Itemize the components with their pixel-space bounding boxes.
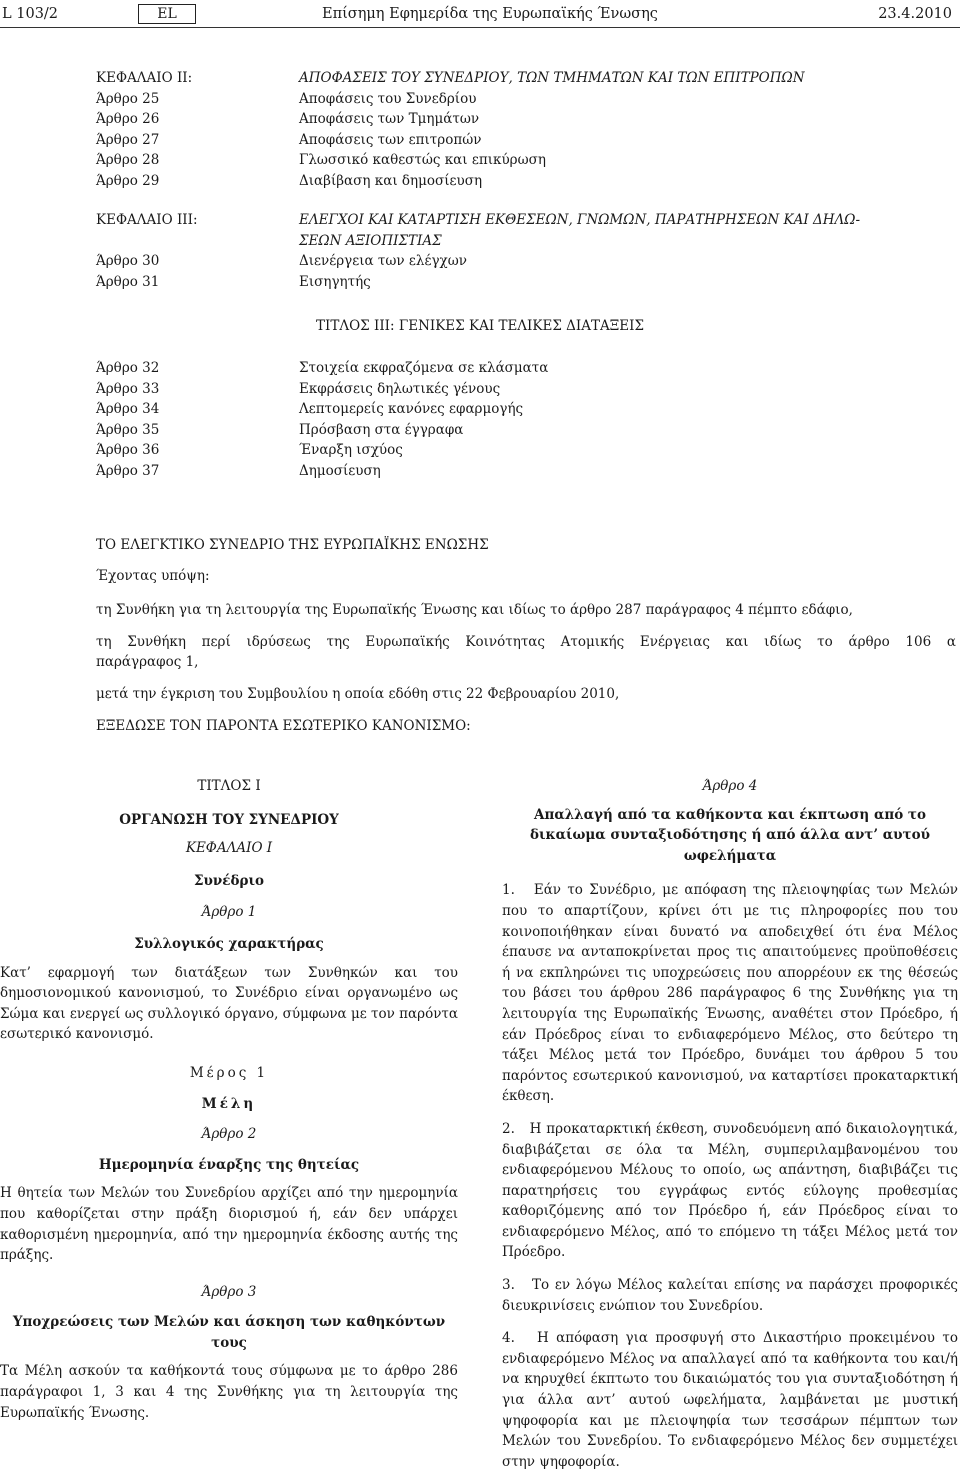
toc-label: Άρθρο 35 — [96, 421, 160, 438]
toc-label: Άρθρο 37 — [96, 462, 160, 479]
toc-title: Στοιχεία εκφραζόμενα σε κλάσματα — [299, 360, 549, 376]
toc-label: Άρθρο 30 — [96, 253, 160, 269]
chapter-1-label: ΚΕΦΑΛΑΙΟ Ι — [185, 840, 273, 857]
toc-title: Διαβίβαση και δημοσίευση — [299, 172, 483, 189]
toc-label: Άρθρο 25 — [96, 90, 160, 107]
toc-label: Άρθρο 33 — [96, 380, 160, 397]
article-2-heading: Ημερομηνία έναρξης της θητείας — [98, 1156, 360, 1173]
toc-label: ΚΕΦΑΛΑΙΟ ΙΙΙ: — [96, 212, 198, 228]
toc-title: Λεπτομερείς κανόνες εφαρμογής — [299, 401, 524, 417]
toc-label: Άρθρο 26 — [96, 111, 160, 127]
toc-title: Αποφάσεις του Συνεδρίου — [299, 90, 477, 107]
article-2-text: Η θητεία των Μελών του Συνεδρίου αρχίζει από την ημερομηνία που καθορίζεται στην πράξη διορισμού ή, εάν δεν υπάρχει καθορισμένη ημερομηνία, από την ημερομηνία έκδοσης αυτής της πράξης. — [0, 1185, 458, 1264]
preamble-adopted: ΕΞΕΔΩΣΕ ΤΟΝ ΠΑΡΟΝΤΑ ΕΣΩΤΕΡΙΚΟ ΚΑΝΟΝΙΣΜΟ: — [96, 718, 471, 734]
preamble-citation-2: τη Συνθήκη περί ιδρύσεως της Ευρωπαϊκής Κοινότητας Ατομικής Ενέργειας και ιδίως το άρθρο 106 α — [96, 634, 956, 650]
right-column — [502, 776, 958, 1472]
toc-title: Έναρξη ισχύος — [299, 442, 403, 458]
language-box: EL — [138, 4, 196, 24]
toc-label: Άρθρο 31 — [96, 273, 160, 290]
toc-title: Διενέργεια των ελέγχων — [299, 253, 467, 269]
article-3-heading: Υποχρεώσεις των Μελών και άσκηση των καθηκόντων τους — [12, 1314, 446, 1351]
part-1-heading: Μέλη — [201, 1095, 257, 1112]
article-4-paragraph-3: 3. Το εν λόγω Μέλος καλείται επίσης να παράσχει προφορικές διευκρινίσεις ενώπιον του Συνεδρίου. — [502, 1277, 958, 1314]
toc-title: ΑΠΟΦΑΣΕΙΣ ΤΟΥ ΣΥΝΕΔΡΙΟΥ, ΤΩΝ ΤΜΗΜΑΤΩΝ ΚΑΙ ΤΩΝ ΕΠΙΤΡΟΠΩΝ — [299, 70, 805, 86]
toc-label: Άρθρο 36 — [96, 442, 160, 458]
toc-label: Άρθρο 32 — [96, 360, 160, 376]
toc-label: Άρθρο 27 — [96, 131, 160, 148]
preamble-having-regard: Έχοντας υπόψη: — [96, 568, 210, 584]
header-rule — [0, 27, 960, 28]
left-column — [0, 776, 458, 1423]
preamble-citation-3: μετά την έγκριση του Συμβουλίου η οποία εδόθη στις 22 Φεβρουαρίου 2010, — [96, 686, 620, 702]
page-header — [0, 4, 960, 26]
toc-title: Γλωσσικό καθεστώς και επικύρωση — [299, 152, 546, 168]
article-4-paragraph-1: 1. Εάν το Συνέδριο, με απόφαση της πλειοψηφίας των Μελών που το απαρτίζουν, κρίνει ότι με τις πληροφορίες που του κοινοποιήθηκαν είναι δυνατό να αποδειχθεί ότι ένα Μέλος έπαυσε να ανταποκρίνεται προς τις απαιτούμενες προϋποθέσεις ή να εκπληρώνει τις υποχρεώσεις που απορρέουν εκ της θέσεώς του βάσει του άρθρου 286 παράγραφος 6 της Συνθήκης για τη λειτουργία της Ευρωπαϊκής Ένωσης, αναθέτει στον Πρόεδρο, ή εάν Πρόεδρος είναι το ενδιαφερόμενο Μέλος, στο δεύτερο τη τάξει Μέλος μετά τον Πρόεδρο, δυνάμει του άρθρου 5 του παρόντος εσωτερικού κανονισμού, να καταρτίσει προκαταρκτική έκθεση. — [502, 882, 958, 1105]
oj-series: L 103/2 — [2, 6, 59, 22]
toc-label: Άρθρο 34 — [96, 401, 160, 417]
toc-title: Πρόσβαση στα έγγραφα — [299, 421, 464, 438]
toc-title: Αποφάσεις των Τμημάτων — [299, 111, 480, 127]
toc-title: Δημοσίευση — [299, 462, 381, 479]
article-1-heading: Συλλογικός χαρακτήρας — [134, 935, 324, 952]
publication-date: 23.4.2010 — [878, 6, 952, 22]
article-4-paragraph-4: 4. Η απόφαση για προσφυγή στο Δικαστήριο προκειμένου το ενδιαφερόμενο Μέλος να απαλλαγεί από τα καθήκοντα του και/ή να κηρυχθεί έκπτωτο του δικαιώματός του για συνταξιοδότηση ή για άλλα αντ’ αυτού ωφελήματα, λαμβάνεται με μυστική ψηφοφορία και με πλειοψηφία των τεσσάρων πέμπτων των Μελών του Συνεδρίου. Το ενδιαφερόμενο Μέλος δεν συμμετέχει στην ψηφοφορία. — [502, 1330, 958, 1470]
journal-title: Επίσημη Εφημερίδα της Ευρωπαϊκής Ένωσης — [322, 6, 658, 22]
preamble-body: ΤΟ ΕΛΕΓΚΤΙΚΟ ΣΥΝΕΔΡΙΟ ΤΗΣ ΕΥΡΩΠΑΪΚΗΣ ΕΝΩΣΗΣ — [96, 537, 489, 553]
toc-label: Άρθρο 28 — [96, 152, 160, 168]
part-1-label: Μέρος 1 — [189, 1064, 269, 1081]
article-3-text: Τα Μέλη ασκούν τα καθήκοντά τους σύμφωνα με το άρθρο 286 παράγραφοι 1, 3 και 4 της Συνθήκης για τη λειτουργία της Ευρωπαϊκής Ένωσης. — [0, 1363, 458, 1421]
title-1-heading: ΟΡΓΑΝΩΣΗ ΤΟΥ ΣΥΝΕΔΡΙΟΥ — [119, 811, 339, 828]
article-1-text: Κατ’ εφαρμογή των διατάξεων των Συνθηκών και του δημοσιονομικού κανονισμού, το Συνέδριο είναι οργανωμένο ως Σώμα και ενεργεί ως συλλογικό όργανο, σύμφωνα με τον παρόντα εσωτερικό κανονισμό. — [0, 964, 458, 1043]
toc-title: Αποφάσεις των επιτροπών — [299, 131, 482, 148]
article-4-heading: Απαλλαγή από τα καθήκοντα και έκπτωση από το δικαίωμα συνταξιοδότησης ή από άλλα αντ’ αυτού ωφελήματα — [529, 806, 931, 864]
article-2-label: Άρθρο 2 — [201, 1126, 257, 1143]
toc-label: Άρθρο 29 — [96, 172, 160, 189]
title-1-label: ΤΙΤΛΟΣ Ι — [197, 778, 261, 794]
preamble-citation-1: τη Συνθήκη για τη λειτουργία της Ευρωπαϊκής Ένωσης και ιδίως το άρθρο 287 παράγραφος 4 πέμπτο εδάφιο, — [96, 602, 853, 618]
article-1-label: Άρθρο 1 — [201, 904, 257, 921]
toc-title-3: ΤΙΤΛΟΣ ΙΙΙ: ΓΕΝΙΚΕΣ ΚΑΙ ΤΕΛΙΚΕΣ ΔΙΑΤΑΞΕΙΣ — [316, 318, 644, 334]
toc-title: ΕΛΕΓΧΟΙ ΚΑΙ ΚΑΤΑΡΤΙΣΗ ΕΚΘΕΣΕΩΝ, ΓΝΩΜΩΝ, ΠΑΡΑΤΗΡΗΣΕΩΝ ΚΑΙ ΔΗΛΩ- — [299, 212, 861, 228]
article-4-label: Άρθρο 4 — [702, 778, 758, 794]
toc-title: Εισηγητής — [299, 273, 371, 290]
toc-title: ΣΕΩΝ ΑΞΙΟΠΙΣΤΙΑΣ — [299, 232, 442, 249]
article-4-paragraph-2: 2. Η προκαταρκτική έκθεση, συνοδευόμενη από δικαιολογητικά, διαβιβάζεται σε όλα τα Μέλη, συμπεριλαμβανομένου του ενδιαφερόμενου Μέλους το οποίο, ως απάντηση, διαβιβάζει τις παρατηρήσεις του εγγράφως εντός εύλογης προθεσμίας καθοριζόμενης από τον Πρόεδρο ή, εάν Πρόεδρος είναι το ενδιαφερόμενο Μέλος, από το επόμενο τη τάξει Μέλος μετά τον Πρόεδρο. — [502, 1120, 958, 1261]
toc-title: Εκφράσεις δηλωτικές γένους — [299, 380, 501, 397]
article-3-label: Άρθρο 3 — [201, 1283, 257, 1300]
preamble-citation-2-cont: παράγραφος 1, — [96, 654, 199, 670]
toc-label: ΚΕΦΑΛΑΙΟ ΙΙ: — [96, 70, 193, 86]
chapter-1-heading: Συνέδριο — [193, 872, 264, 889]
